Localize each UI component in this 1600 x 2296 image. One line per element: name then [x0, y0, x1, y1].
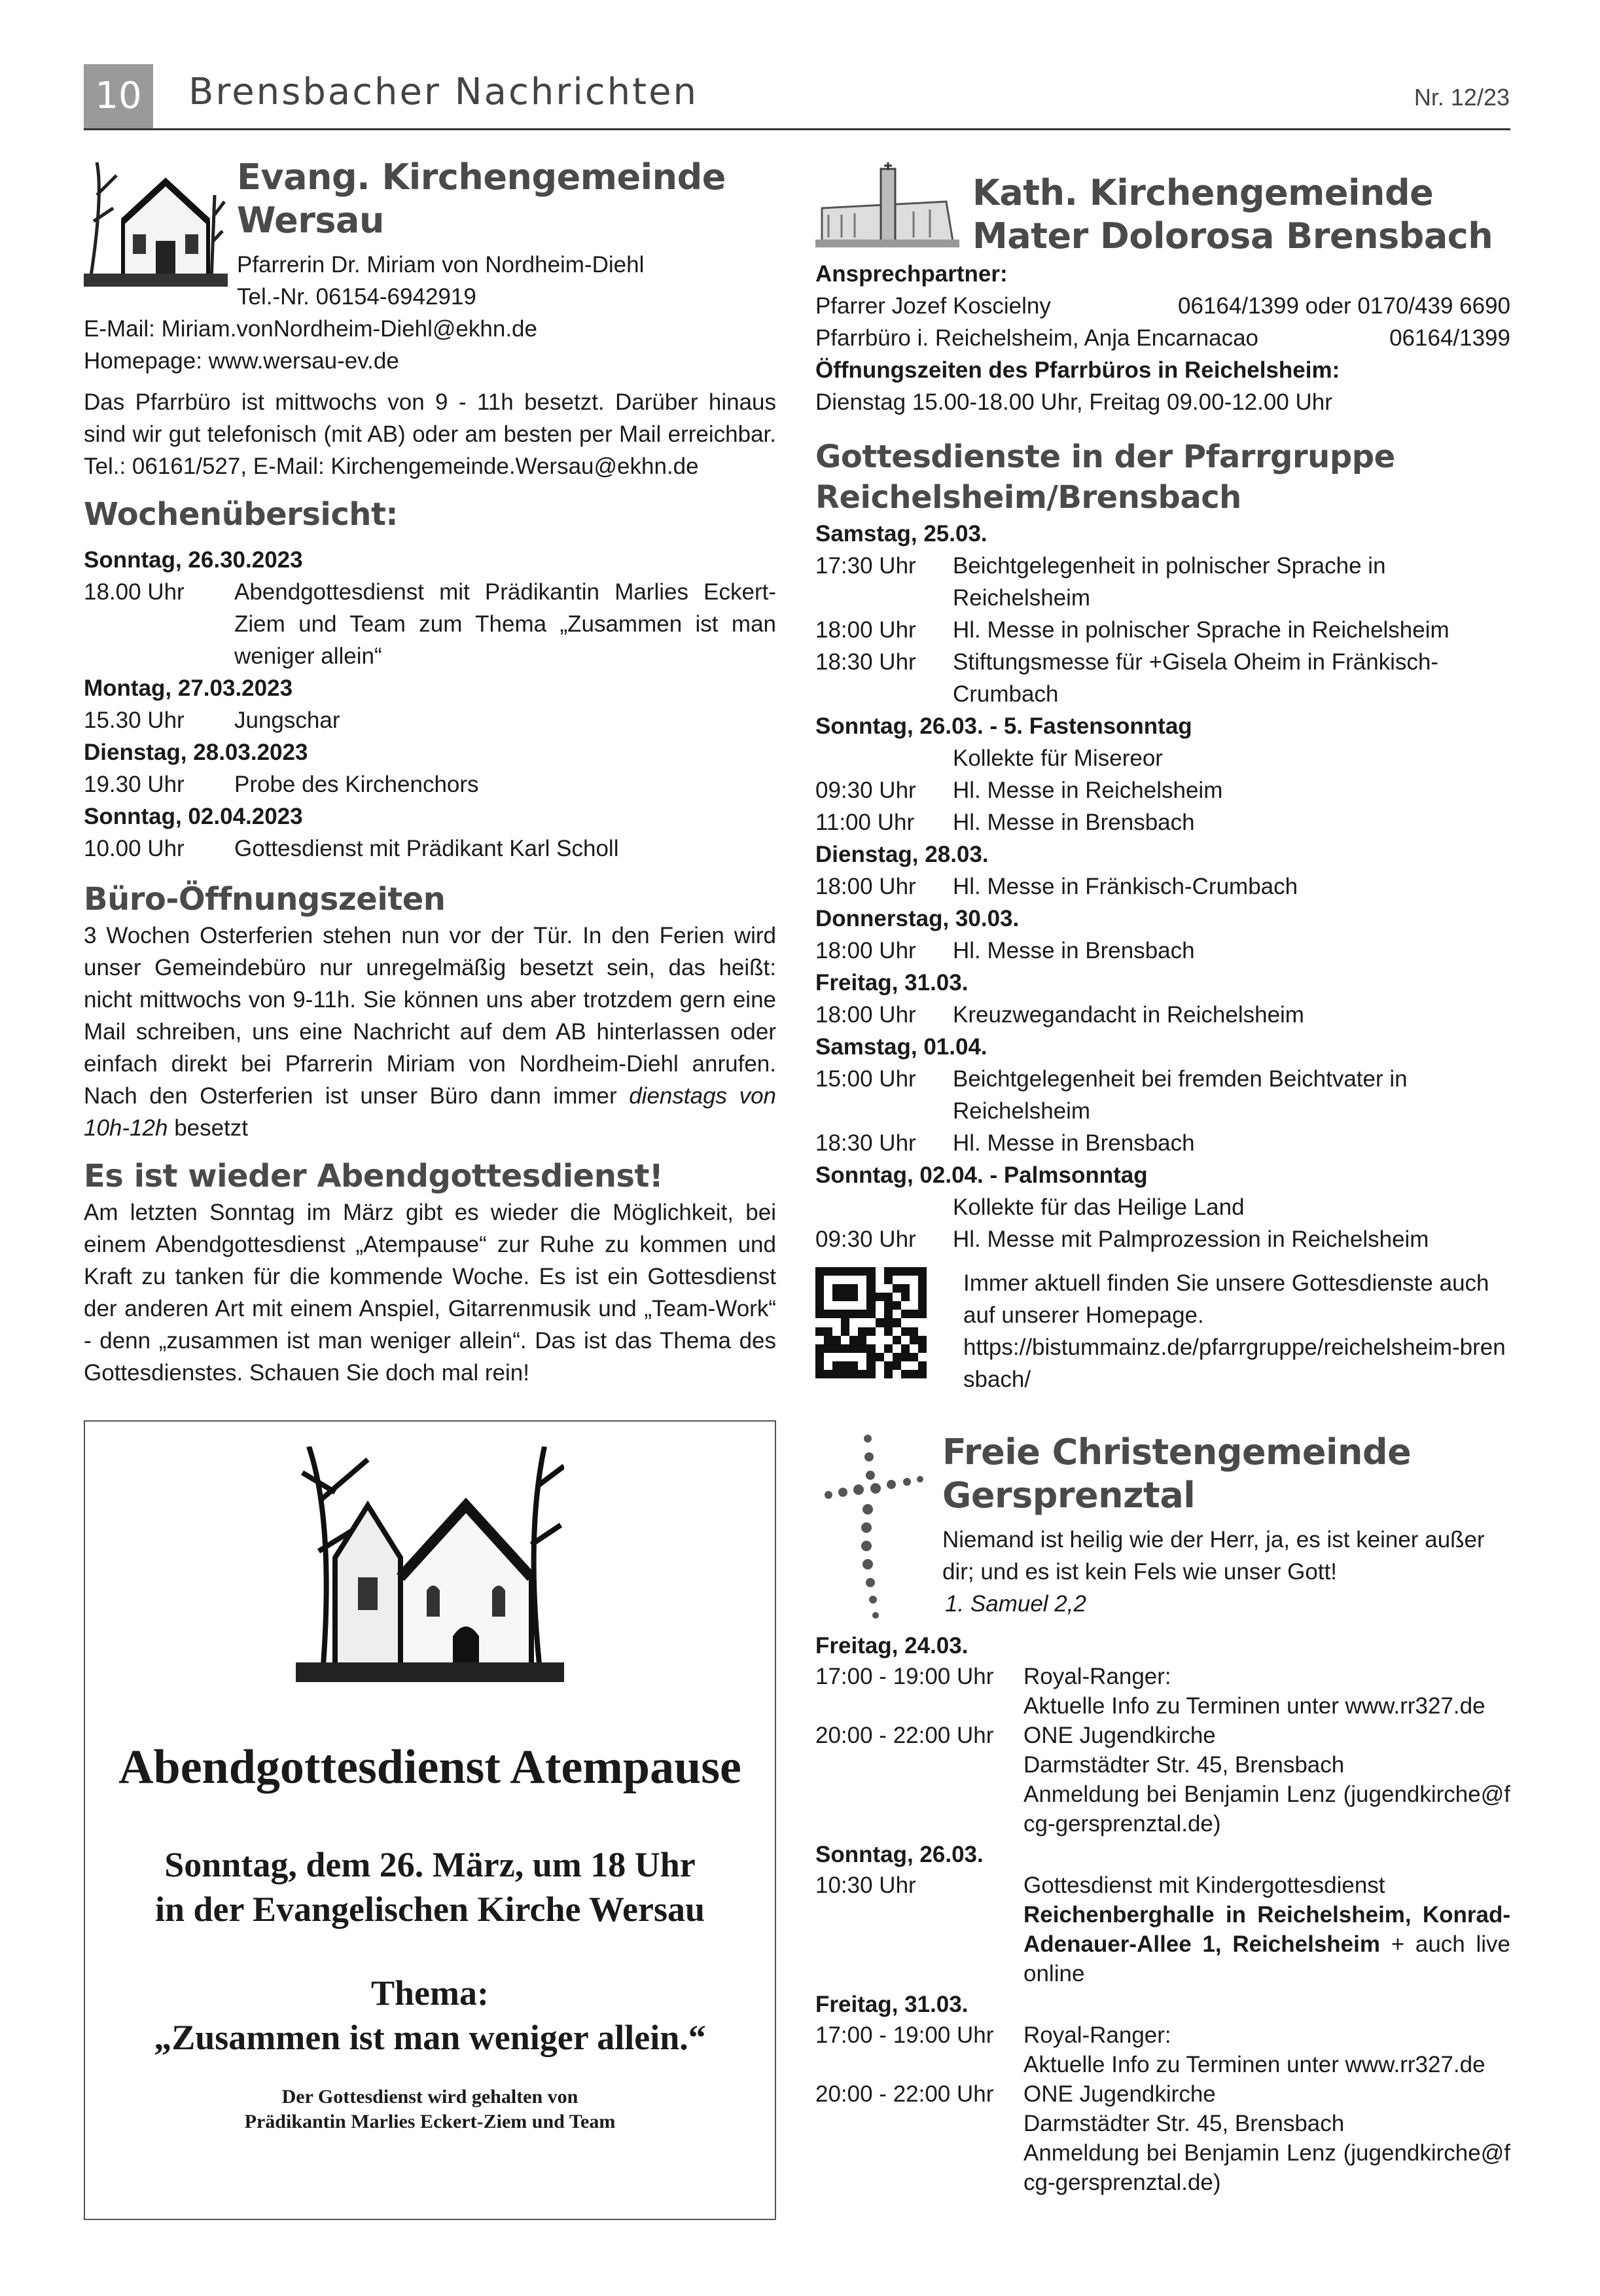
free-text2: + auch live online: [1023, 1931, 1510, 1986]
week-entry: [84, 576, 776, 672]
service-text: Hl. Messe in Brensbach: [953, 810, 1195, 835]
service-text: Kollekte für das Heilige Land: [953, 1194, 1245, 1220]
service-text: Hl. Messe in Fränkisch-Crumbach: [953, 874, 1298, 899]
services-list: [815, 518, 1510, 1255]
service-text: Hl. Messe in Brensbach: [953, 938, 1195, 963]
service-time: 18:00 Uhr: [815, 874, 916, 899]
service-day: Samstag, 25.03.: [815, 521, 987, 547]
service-entry: [815, 1223, 1510, 1255]
left-column: [84, 156, 776, 1389]
evang-title-2: Wersau: [237, 200, 384, 241]
contact-2-phone: 06164/1399: [1389, 325, 1510, 351]
service-time: 09:30 Uhr: [815, 778, 916, 803]
week-entry: [84, 704, 776, 736]
poster-footer-1: Der Gottesdienst wird gehalten von: [281, 2086, 578, 2108]
service-text: Hl. Messe in Reichelsheim: [953, 778, 1223, 803]
service-text: Hl. Messe in Brensbach: [953, 1130, 1195, 1156]
free-text-block: [1023, 1721, 1510, 1839]
week-entry: [84, 768, 776, 800]
week-list: [84, 544, 776, 865]
service-day: Sonntag, 26.03. - 5. Fastensonntag: [815, 713, 1192, 739]
service-entry: [815, 1127, 1510, 1159]
free-time: 20:00 - 22:00 Uhr: [815, 1723, 994, 1748]
contact-1-name: Pfarrer Jozef Koscielny: [815, 293, 1051, 319]
contact-label: Ansprechpartner:: [815, 261, 1008, 287]
qr-code-icon: [815, 1267, 927, 1378]
week-time: 10.00 Uhr: [84, 836, 185, 861]
service-entry: [815, 806, 1510, 838]
publication-title: Brensbacher Nachrichten: [188, 71, 699, 113]
evang-title-1: Evang. Kirchengemeinde: [237, 156, 726, 198]
office-text-end: besetzt: [174, 1115, 249, 1141]
service-time: [815, 1191, 953, 1223]
evening-heading: Es ist wieder Abendgottesdienst!: [84, 1158, 664, 1194]
free-text3: Anmeldung bei Benjamin Lenz (jugendkirche@fcg-gersprenztal.de): [1023, 1782, 1510, 1837]
church-sketch-icon: [84, 156, 228, 287]
free-time: 17:00 - 19:00 Uhr: [815, 1664, 994, 1689]
week-time: 15.30 Uhr: [84, 708, 185, 733]
service-time: 18:00 Uhr: [815, 938, 916, 963]
week-text: Probe des Kirchenchors: [234, 772, 479, 797]
service-text: Hl. Messe mit Palmprozession in Reichelsheim: [953, 1227, 1429, 1252]
week-time: 18.00 Uhr: [84, 579, 185, 605]
service-time: 17:30 Uhr: [815, 553, 916, 579]
service-time: 18:30 Uhr: [815, 649, 916, 675]
free-header: [815, 1431, 1510, 1627]
service-day: Samstag, 01.04.: [815, 1034, 987, 1060]
service-text: Hl. Messe in polnischer Sprache in Reichelsheim: [953, 617, 1449, 643]
free-text-block: [1023, 1871, 1510, 1988]
free-text2: Aktuelle Info zu Terminen unter www.rr327.de: [1023, 2052, 1485, 2077]
kath-header: [815, 156, 1510, 257]
qr-url: https://bistummainz.de/pfarrgruppe/reichelsheim-brensbach/: [963, 1335, 1506, 1392]
week-day: Sonntag, 02.04.2023: [84, 804, 303, 829]
free-day: Freitag, 24.03.: [815, 1633, 969, 1659]
kath-title-2: Mater Dolorosa Brensbach: [972, 215, 1493, 257]
services-heading-2: Reichelsheim/Brensbach: [815, 479, 1241, 516]
service-text: Kollekte für Misereor: [953, 745, 1163, 771]
service-day: Sonntag, 02.04. - Palmsonntag: [815, 1162, 1148, 1188]
evang-title-block: [237, 156, 726, 313]
free-day: Sonntag, 26.03.: [815, 1842, 984, 1867]
kath-title-block: [972, 171, 1493, 258]
week-entry: [84, 833, 776, 865]
verse: Niemand ist heilig wie der Herr, ja, es ist keiner außer dir; und es ist kein Fels wie unser Gott!: [942, 1527, 1485, 1585]
evening-text: Am letzten Sonntag im März gibt es wieder die Möglichkeit, bei einem Abendgottesdienst „Atempause“ zur Ruhe zu kommen und Kraft zu tanken für die kommende Woche. Es ist ein Gottesdienst der anderen Art mit einem Anspiel, Gitarrenmusik und „Team-Work“ - denn „zusammen ist man weniger allein“. Das ist das Thema des Gottesdienstes. Schauen Sie doch mal rein!: [84, 1200, 776, 1386]
service-entry: [815, 1063, 1510, 1127]
free-entry: [815, 1871, 1510, 1988]
week-day: Montag, 27.03.2023: [84, 675, 293, 701]
free-text3: Anmeldung bei Benjamin Lenz (jugendkirche@fcg-gersprenztal.de): [1023, 2140, 1510, 2195]
service-time: 18:00 Uhr: [815, 617, 916, 643]
week-day: Sonntag, 26.30.2023: [84, 547, 303, 573]
evang-header: [84, 156, 776, 313]
free-text-block: [1023, 2079, 1510, 2197]
hours-label: Öffnungszeiten des Pfarrbüros in Reichelsheim:: [815, 357, 1340, 383]
poster-place: in der Evangelischen Kirche Wersau: [154, 1890, 705, 1929]
service-entry: [815, 614, 1510, 646]
service-entry: [815, 550, 1510, 614]
poster-date: Sonntag, dem 26. März, um 18 Uhr: [164, 1845, 696, 1884]
free-text: Royal-Ranger:: [1023, 2022, 1171, 2048]
poster-theme-label: Thema:: [371, 1973, 489, 2013]
service-entry: [815, 870, 1510, 903]
free-entry: [815, 2020, 1510, 2079]
issue-number: Nr. 12/23: [1413, 84, 1510, 111]
church-drawing-icon: [296, 1446, 564, 1682]
service-entry: [815, 646, 1510, 710]
free-text2: Aktuelle Info zu Terminen unter www.rr327.de: [1023, 1693, 1485, 1719]
kath-title-1: Kath. Kirchengemeinde: [972, 172, 1434, 213]
contact-1: [815, 290, 1510, 322]
evang-phone: Tel.-Nr. 06154-6942919: [237, 284, 476, 310]
free-entry: [815, 1721, 1510, 1839]
poster-footer-2: Prädikantin Marlies Eckert-Ziem und Team: [244, 2111, 616, 2132]
service-time: 18:30 Uhr: [815, 1130, 916, 1156]
free-text2: Darmstädter Str. 45, Brensbach: [1023, 2111, 1345, 2136]
evang-pastor: Pfarrerin Dr. Miriam von Nordheim-Diehl: [237, 252, 645, 278]
right-column: [815, 156, 1510, 2197]
service-entry: [815, 1191, 1510, 1223]
qr-text: [963, 1267, 1510, 1395]
dotted-cross-icon: [815, 1431, 933, 1627]
service-time: 15:00 Uhr: [815, 1066, 916, 1092]
service-text: Stiftungsmesse für +Gisela Oheim in Fränkisch-Crumbach: [953, 649, 1439, 707]
service-time: 11:00 Uhr: [815, 810, 915, 835]
verse-ref: 1. Samuel 2,2: [945, 1591, 1086, 1617]
free-time: 20:00 - 22:00 Uhr: [815, 2081, 994, 2107]
office-text: [84, 920, 776, 1144]
service-text: Beichtgelegenheit in polnischer Sprache in Reichelsheim: [953, 553, 1386, 611]
service-text: Kreuzwegandacht in Reichelsheim: [953, 1002, 1304, 1028]
header-rule: [84, 128, 1510, 130]
week-text: Jungschar: [234, 708, 340, 733]
service-time: 09:30 Uhr: [815, 1227, 916, 1252]
evang-email: E-Mail: Miriam.vonNordheim-Diehl@ekhn.de: [84, 316, 537, 342]
office-heading: Büro-Öffnungszeiten: [84, 881, 446, 918]
free-day: Freitag, 31.03.: [815, 1992, 969, 2017]
free-entry: [815, 1662, 1510, 1721]
service-day: Donnerstag, 30.03.: [815, 906, 1020, 931]
contact-1-phone: 06164/1399 oder 0170/439 6690: [1178, 293, 1510, 319]
free-entry: [815, 2079, 1510, 2197]
week-text: Abendgottesdienst mit Prädikantin Marlies Eckert-Ziem und Team zum Thema „Zusammen ist man weniger allein“: [234, 579, 776, 669]
contact-2-name: Pfarrbüro i. Reichelsheim, Anja Encarnacao: [815, 325, 1259, 351]
service-time: [815, 742, 953, 774]
free-location: [1023, 1900, 1510, 1988]
kath-church-icon: [815, 162, 959, 247]
free-text-block: [1023, 2020, 1510, 2079]
free-time: 17:00 - 19:00 Uhr: [815, 2022, 994, 2048]
free-text2: Darmstädter Str. 45, Brensbach: [1023, 1752, 1345, 1778]
evang-office-note: Das Pfarrbüro ist mittwochs von 9 - 11h besetzt. Darüber hinaus sind wir gut telefonisch (mit AB) oder am besten per Mail erreichbar. Tel.: 06161/527, E-Mail: Kirchengemeinde.Wersau@ekhn.de: [84, 389, 776, 479]
service-text: Beichtgelegenheit bei fremden Beichtvater in Reichelsheim: [953, 1066, 1408, 1124]
free-time: 10:30 Uhr: [815, 1873, 916, 1898]
free-text: ONE Jugendkirche: [1023, 1723, 1216, 1748]
service-entry: [815, 935, 1510, 967]
poster-title: Abendgottesdienst Atempause: [118, 1740, 741, 1794]
qr-note: Immer aktuell finden Sie unsere Gottesdienste auch auf unserer Homepage.: [963, 1270, 1489, 1328]
poster-theme: „Zusammen ist man weniger allein.“: [154, 2018, 706, 2057]
free-text-block: [1023, 1662, 1510, 1721]
week-time: 19.30 Uhr: [84, 772, 185, 797]
free-title-1: Freie Christengemeinde: [942, 1431, 1412, 1473]
service-entry: [815, 999, 1510, 1031]
contact-2: [815, 322, 1510, 354]
week-heading: Wochenübersicht:: [84, 496, 399, 533]
free-text: Gottesdienst mit Kindergottesdienst: [1023, 1873, 1385, 1898]
evang-homepage: Homepage: www.wersau-ev.de: [84, 348, 399, 374]
service-day: Freitag, 31.03.: [815, 970, 969, 996]
free-title-block: [942, 1431, 1510, 1620]
hours: Dienstag 15.00-18.00 Uhr, Freitag 09.00-12.00 Uhr: [815, 389, 1332, 415]
poster-atempause: [84, 1420, 776, 2220]
service-entry: [815, 774, 1510, 806]
free-text: ONE Jugendkirche: [1023, 2081, 1216, 2107]
services-heading-1: Gottesdienste in der Pfarrgruppe: [815, 439, 1395, 475]
service-time: 18:00 Uhr: [815, 1002, 916, 1028]
office-text-main: 3 Wochen Osterferien stehen nun vor der Tür. In den Ferien wird unser Gemeindebüro nur unregelmäßig besetzt sein, das heißt: nicht mittwochs von 9-11h. Sie können uns aber trotzdem gern eine Mail schreiben, uns eine Nachricht auf dem AB hinterlassen oder einfach direkt bei Pfarrerin Miriam von Nordheim-Diehl anrufen. Nach den Osterferien ist unser Büro dann immer: [84, 923, 776, 1109]
week-text: Gottesdienst mit Prädikant Karl Scholl: [234, 836, 619, 861]
free-text: Royal-Ranger:: [1023, 1664, 1171, 1689]
page-number: 10: [84, 64, 153, 128]
free-events-list: [815, 1630, 1510, 2197]
qr-block: [815, 1267, 1510, 1395]
service-day: Dienstag, 28.03.: [815, 842, 989, 867]
office-text-italic: dienstags von 10h-12h: [84, 1083, 777, 1141]
free-title-2: Gersprenztal: [942, 1475, 1196, 1516]
free-bold: Reichenberghalle in Reichelsheim, Konrad-Adenauer-Allee 1, Reichelsheim: [1023, 1902, 1510, 1957]
service-entry: [815, 742, 1510, 774]
week-day: Dienstag, 28.03.2023: [84, 740, 308, 765]
